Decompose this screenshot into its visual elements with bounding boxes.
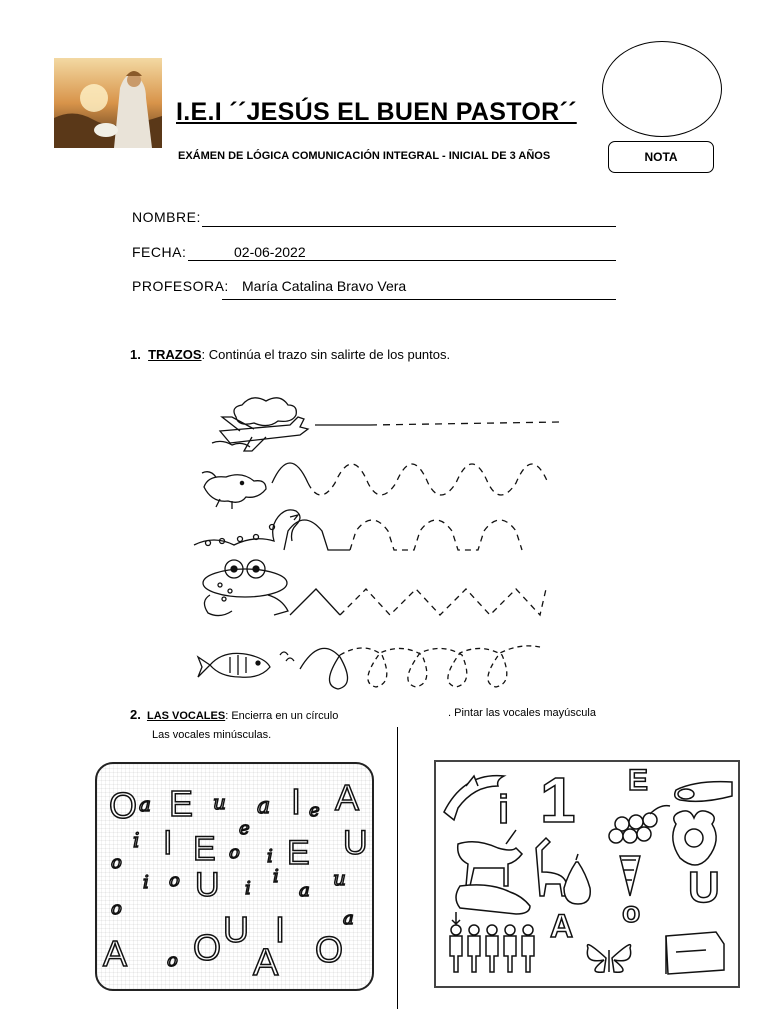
butterfly-icon	[587, 945, 630, 973]
section-1-title: TRAZOS	[148, 347, 202, 362]
vowel-letter[interactable]: A	[253, 942, 279, 984]
bird-icon	[202, 472, 266, 509]
section-1-heading	[130, 347, 450, 362]
giraffe-icon	[536, 838, 566, 896]
vowel-letter[interactable]: A	[103, 933, 128, 974]
unicorn-icon	[458, 830, 522, 886]
name-line[interactable]	[202, 226, 616, 227]
section-2-instruction-line2: Las vocales minúsculas.	[152, 729, 272, 741]
picture-letter[interactable]: E	[628, 764, 649, 797]
grade-circle	[602, 41, 722, 137]
vowel-letter[interactable]: a	[343, 908, 354, 929]
ice-cream-icon	[620, 856, 640, 896]
date-line[interactable]	[188, 260, 616, 261]
vowel-letter[interactable]: u	[333, 866, 346, 890]
vowel-letter[interactable]: I	[291, 781, 302, 822]
picture-letter[interactable]: o	[622, 896, 641, 929]
grade-box	[608, 141, 714, 173]
teacher-value: María Catalina Bravo Vera	[242, 278, 407, 294]
grapes-icon	[609, 806, 670, 843]
pear-icon	[564, 854, 590, 904]
vowel-letter[interactable]: i	[273, 866, 279, 887]
bib-icon	[673, 811, 716, 865]
name-label: NOMBRE:	[132, 209, 201, 225]
vowel-letter[interactable]: E	[193, 830, 216, 868]
vowel-letter[interactable]: E	[169, 783, 194, 824]
section-1-number: 1.	[130, 347, 141, 362]
picture-letter[interactable]: i	[498, 788, 510, 832]
box-icon	[666, 932, 724, 974]
school-name-title: I.E.I ´´JESÚS EL BUEN PASTOR´´	[176, 98, 577, 126]
snake-icon	[194, 510, 300, 546]
column-divider	[397, 727, 398, 1009]
vowel-letter[interactable]: O	[315, 929, 344, 970]
section-2-number: 2.	[130, 707, 141, 722]
vowel-letter[interactable]: U	[223, 909, 249, 950]
vowel-letter[interactable]: O	[193, 927, 222, 968]
vowel-letter[interactable]: U	[343, 824, 368, 862]
grade-box-label: NOTA	[644, 150, 678, 164]
vowel-letter[interactable]: u	[213, 790, 226, 814]
vowel-letter[interactable]: E	[287, 834, 310, 872]
vowel-letter[interactable]: i	[267, 846, 273, 867]
vowel-letter[interactable]: o	[229, 842, 240, 863]
date-value: 02-06-2022	[234, 244, 306, 260]
vowel-letter[interactable]: o	[169, 870, 180, 891]
teacher-line[interactable]	[222, 299, 616, 300]
picture-letter[interactable]: A	[550, 908, 574, 944]
tracing-exercise	[190, 385, 570, 700]
picture-number-one[interactable]: 1	[540, 764, 576, 836]
airplane-icon	[212, 398, 308, 451]
finger-icon	[675, 782, 732, 802]
section-2-title: LAS VOCALES	[146, 710, 226, 722]
exam-title: EXÁMEN DE LÓGICA COMUNICACIÓN INTEGRAL - INICIAL DE 3 AÑOS	[178, 150, 551, 162]
date-label: FECHA:	[132, 244, 187, 260]
vowels-panel	[95, 762, 374, 991]
vowel-letter[interactable]: e	[239, 818, 250, 839]
vowel-letter[interactable]: o	[167, 950, 178, 971]
dolphin-icon	[444, 776, 504, 820]
vowel-letter[interactable]: I	[275, 909, 286, 950]
section-2-instruction-left: : Encierra en un círculo	[225, 710, 339, 722]
vowel-letter[interactable]: a	[299, 880, 310, 901]
picture-letter[interactable]: U	[688, 863, 720, 912]
vowel-letter[interactable]: o	[111, 852, 122, 873]
vowel-letter[interactable]: U	[195, 866, 220, 904]
vowel-letter[interactable]: e	[309, 800, 320, 821]
section-2-instruction-right: . Pintar las vocales mayúscula	[448, 707, 596, 719]
vowel-letter[interactable]: O	[109, 785, 138, 826]
vowel-letter[interactable]: i	[133, 828, 140, 852]
shepherd-logo-image	[54, 58, 162, 148]
section-1-instruction: : Continúa el trazo sin salirte de los puntos.	[201, 347, 451, 362]
vowel-letter[interactable]: a	[257, 794, 271, 819]
shoe-icon	[456, 885, 530, 914]
fish-icon	[198, 652, 294, 677]
people-row-icon	[450, 912, 534, 972]
section-2-heading	[130, 707, 338, 722]
frog-icon	[203, 560, 288, 616]
vowel-letter[interactable]: i	[143, 872, 149, 893]
vowel-letter[interactable]: i	[245, 878, 251, 899]
vowel-letter[interactable]: a	[139, 792, 151, 816]
teacher-label: PROFESORA:	[132, 278, 229, 294]
vowel-letter[interactable]: o	[111, 898, 122, 919]
vowel-letter[interactable]: I	[163, 824, 173, 862]
vowel-pictures-panel	[434, 760, 740, 988]
vowel-letter[interactable]: A	[335, 777, 360, 818]
